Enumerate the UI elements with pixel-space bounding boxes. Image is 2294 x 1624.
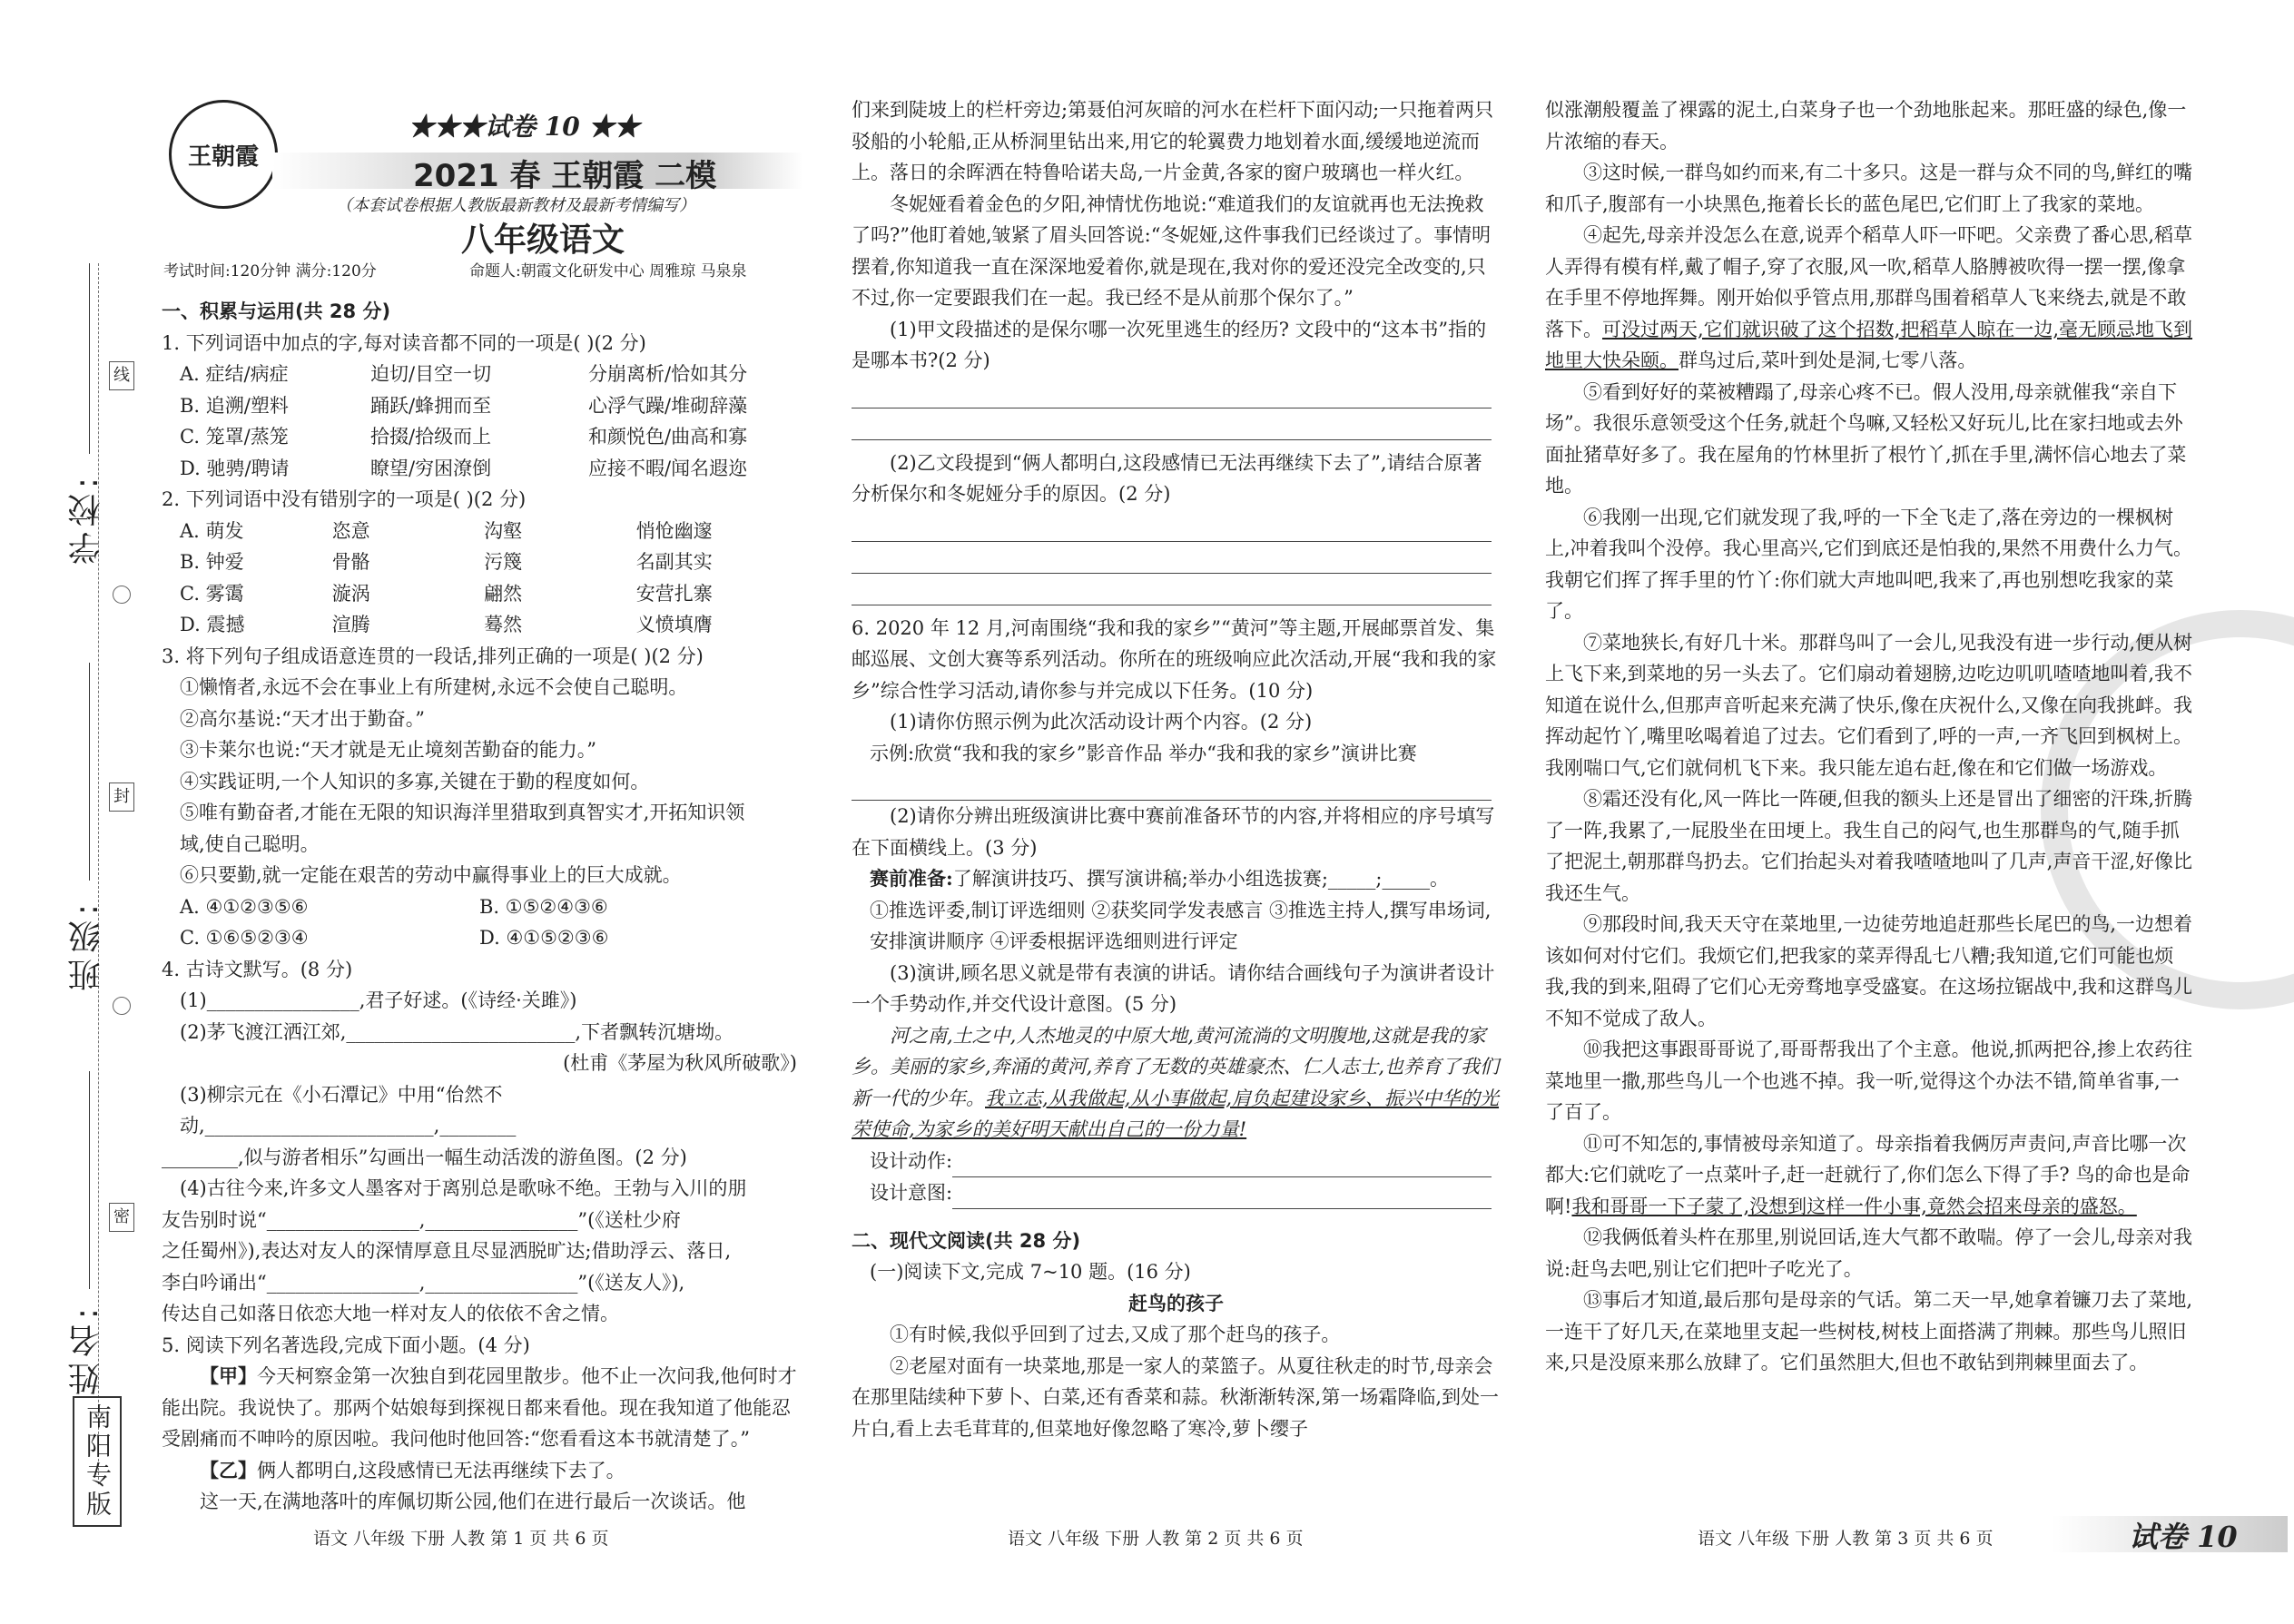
question-3-options-2 bbox=[162, 922, 806, 954]
question-6-1: (1)请你仿照示例为此次活动设计两个内容。(2 分) bbox=[890, 711, 1313, 733]
story-paragraph-4: ④起先,母亲并没怎么在意,说弄个稻草人吓一吓吧。父亲费了番心思,稻草人弄得有模有样,戴了帽子,穿了衣服,风一吹,稻草人胳膊被吹得一摆一摆,像拿在手里不停地挥舞。刚开始似乎管点用,那群鸟围着稻草人飞来绕去,就是不敢落下。可没过两天,它们就识破了这个招数,把稻草人晾在一边,毫无顾忌地飞到地里大快朵颐。群鸟过后,菜叶到处是洞,七零八落。 bbox=[1545, 224, 2193, 371]
option-cell: D. 震撼 bbox=[180, 614, 245, 635]
option-b: B. ①⑤②④③⑥ bbox=[479, 895, 608, 918]
design-intent-input[interactable] bbox=[952, 1177, 1492, 1209]
story-paragraph-2: ②老屋对面有一块菜地,那是一家人的菜篮子。从夏往秋走的时节,母亲会在那里陆续种下萝卜、白菜,还有香菜和蒜。秋渐渐转深,第一场霜降临,到处一片白,看上去毛茸茸的,但菜地好像忽略了寒冷,萝卜缨子 bbox=[852, 1354, 1500, 1440]
option-row bbox=[162, 390, 806, 422]
option-a: A. ④①②③⑤⑥ bbox=[180, 895, 309, 918]
underlined-sentence: 可没过两天,它们就识破了这个招数,把稻草人晾在一边,毫无顾忌地飞到地里大快朵颐。 bbox=[1545, 318, 2193, 371]
seal-mark-seal: 封 bbox=[109, 782, 134, 812]
sentence-item: ④实践证明,一个人知识的多寡,关键在于勤的程度如何。 bbox=[180, 770, 650, 792]
answer-line[interactable] bbox=[852, 574, 1492, 605]
question-3-options-1 bbox=[162, 891, 806, 923]
design-action-input[interactable] bbox=[952, 1146, 1492, 1177]
underlined-sentence: 我立志,从我做起,从小事做起,肩负起建设家乡、振兴中华的光荣使命,为家乡的美好明天献出自己的一份力量! bbox=[852, 1087, 1500, 1140]
class-label: 班级: bbox=[68, 899, 105, 992]
answer-line[interactable] bbox=[852, 377, 1492, 408]
option-cell: 名副其实 bbox=[635, 551, 713, 573]
option-c: C. ①⑥⑤②③④ bbox=[180, 927, 309, 949]
option-cell: 瞭望/穷困潦倒 bbox=[370, 457, 492, 479]
page-footer-3: 语文 八年级 下册 人教 第 3 页 共 6 页 bbox=[1698, 1529, 1994, 1549]
binding-hole-1 bbox=[113, 586, 131, 604]
story-paragraph-10: ⑩我把这事跟哥哥说了,哥哥帮我出了个主意。他说,抓两把谷,掺上农药往菜地里一撒,那些鸟儿一个也逃不掉。我一听,觉得这个办法不错,简单省事,一了百了。 bbox=[1545, 1038, 2193, 1123]
school-field-line bbox=[89, 263, 90, 454]
exam-info: 考试时间:120分钟 满分:120分 bbox=[163, 262, 377, 281]
option-cell: B. 钟爱 bbox=[180, 551, 244, 573]
option-d: D. ④①⑤②③⑥ bbox=[479, 927, 609, 949]
question-5: 5. 阅读下列名著选段,完成下面小题。(4 分) bbox=[162, 1334, 530, 1356]
question-6-2: (2)请你分辨出班级演讲比赛中赛前准备环节的内容,并将相应的序号填写在下面横线上。(3 分) bbox=[852, 805, 1495, 859]
question-5-1: (1)甲文段描述的是保尔哪一次死里逃生的经历? 文段中的“这本书”指的是哪本书?(2 分) bbox=[852, 318, 1487, 371]
edition-badge: 南阳专版 bbox=[73, 1396, 122, 1527]
question-4-2: (2)茅飞渡江洒江郊,________________________,下者飘转沉塘坳。 bbox=[180, 1020, 734, 1043]
option-cell: A. 萌发 bbox=[180, 519, 244, 542]
design-action-label: 设计动作: bbox=[870, 1149, 953, 1172]
option-cell: 迫切/目空一切 bbox=[370, 363, 492, 385]
sentence-item: ⑥只要勤,就一定能在艰苦的劳动中赢得事业上的巨大成就。 bbox=[180, 864, 682, 886]
story-title: 赶鸟的孩子 bbox=[1128, 1292, 1224, 1314]
story-paragraph-11: ⑪可不知怎的,事情被母亲知道了。母亲指着我俩厉声责问,声音比哪一次都大:它们就吃了一点菜叶子,赶一赶就行了,你们怎么下得了手? 鸟的命也是命啊!我和哥哥一下子蒙了,没想到这样一件小事,竟然会招来母亲的盛怒。 bbox=[1545, 1132, 2191, 1217]
option-cell: C. 笼罩/蒸笼 bbox=[180, 426, 289, 448]
option-cell: 渲腾 bbox=[331, 614, 370, 635]
brand-logo: 王朝霞 bbox=[169, 100, 278, 209]
answer-line[interactable] bbox=[852, 769, 1492, 801]
class-field-line bbox=[89, 663, 90, 881]
name-label: 姓名: bbox=[68, 1303, 105, 1396]
column-3 bbox=[1545, 94, 2194, 1379]
question-4-4e: 传达自己如落日依恋大地一样对友人的依依不舍之情。 bbox=[162, 1303, 619, 1324]
passage-yi: 【乙】俩人都明白,这段感情已无法再继续下去了。 bbox=[200, 1458, 625, 1481]
option-cell: 骨骼 bbox=[331, 551, 370, 573]
question-4-3b: ________,似与游者相乐”勾画出一幅生动活泼的游鱼图。(2 分) bbox=[162, 1146, 687, 1168]
sentence-item: ②高尔基说:“天才出于勤奋。” bbox=[180, 707, 426, 730]
exam-subtitle: （本套试卷根据人教版最新教材及最新考情编写） bbox=[336, 196, 695, 215]
design-intent-row bbox=[852, 1177, 1501, 1209]
question-1: 1. 下列词语中加点的字,每对读音都不同的一项是( )(2 分) bbox=[162, 331, 646, 354]
sentence-item: ⑤唯有勤奋者,才能在无限的知识海洋里猎取到真智实才,开拓知识领 bbox=[180, 802, 745, 823]
question-1-options bbox=[162, 359, 806, 484]
story-paragraph-9: ⑨那段时间,我天天守在菜地里,一边徒劳地追赶那些长尾巴的鸟,一边想着该如何对付它们。我烦它们,把我家的菜弄得乱七八糟;我知道,它们可能也烦我,我的到来,阻碍了它们心无旁骛地享受盛宴。在这场拉锯战中,我和这群鸟儿不知不觉成了敌人。 bbox=[1545, 913, 2193, 1029]
option-row bbox=[162, 578, 806, 610]
sentence-item: 域,使自己聪明。 bbox=[180, 832, 320, 855]
exam-title: 2021 春 王朝霞 二模 bbox=[413, 158, 717, 194]
option-cell: D. 驰骋/聘请 bbox=[180, 457, 290, 479]
answer-line[interactable] bbox=[852, 408, 1492, 440]
question-3: 3. 将下列句子组成语意连贯的一段话,排列正确的一项是( )(2 分) bbox=[162, 645, 704, 667]
option-cell: 和颜悦色/曲高和寡 bbox=[588, 426, 748, 448]
option-row bbox=[162, 359, 806, 390]
story-paragraph-7: ⑦菜地狭长,有好几十米。那群鸟叫了一会儿,见我没有进一步行动,便从树上飞下来,到菜地的另一头去了。它们扇动着翅膀,边吃边叽叽喳喳地叫着,我不知道在说什么,但那声音听起来充满了快乐,像在庆祝什么,又像在向我挑衅。我挥动起竹丫,嘴里吆喝着追了过去。它们看到了,呼的一声,一齐飞回到枫树上。我刚喘口气,它们就伺机飞下来。我只能左追右赶,像在和它们做一场游戏。 bbox=[1545, 631, 2193, 779]
passage-jia: 【甲】今天柯察金第一次独自到花园里散步。他不止一次问我,他何时才能出院。我说快了。那两个姑娘每到探视日都来看他。现在我知道了他能忍受剧痛而不呻吟的原因啦。我问他时他回答:“您看看这本书就清楚了。” bbox=[162, 1364, 797, 1450]
section-2-heading: 二、现代文阅读(共 28 分) bbox=[852, 1229, 1081, 1252]
seal-mark-secret: 密 bbox=[109, 1203, 134, 1232]
question-4: 4. 古诗文默写。(8 分) bbox=[162, 958, 353, 980]
underlined-sentence: 我和哥哥一下子蒙了,没想到这样一件小事,竟然会招来母亲的盛怒。 bbox=[1571, 1195, 2137, 1217]
section-1-heading: 一、积累与运用(共 28 分) bbox=[162, 300, 391, 322]
option-row bbox=[162, 421, 806, 453]
column-2 bbox=[852, 94, 1501, 1444]
question-2-options bbox=[162, 516, 806, 641]
option-cell: 翩然 bbox=[484, 582, 523, 605]
option-row bbox=[162, 609, 806, 641]
option-row bbox=[162, 453, 806, 485]
option-cell: 应接不暇/闻名遐迩 bbox=[588, 457, 748, 479]
question-4-4b: 友告别时说“________________,________________”(《送杜少府 bbox=[162, 1208, 681, 1231]
design-action-row bbox=[852, 1146, 1501, 1177]
exam-authors: 命题人:朝霞文化研发中心 周雅琼 马泉泉 bbox=[469, 262, 747, 281]
story-paragraph-1: ①有时候,我似乎回到了过去,又成了那个赶鸟的孩子。 bbox=[890, 1324, 1341, 1345]
sentence-item: ③卡莱尔也说:“天才就是无止境刻苦勤奋的能力。” bbox=[180, 739, 597, 761]
question-4-4d: 李白吟诵出“________________,________________”(《送友人》), bbox=[162, 1271, 685, 1294]
option-cell: 安营扎寨 bbox=[635, 582, 713, 605]
question-6-3: (3)演讲,顾名思义就是带有表演的讲话。请你结合画线句子为演讲者设计一个手势动作,并交代设计意图。(5 分) bbox=[852, 961, 1495, 1015]
story-paragraph-5: ⑤看到好好的菜被糟蹋了,母亲心疼不已。假人没用,母亲就催我“亲自下场”。我很乐意领受这个任务,就赶个鸟嘛,又轻松又好玩儿,比在家扫地或去外面扯猪草好多了。我在屋角的竹林里折了根竹丫,抓在手里,满怀信心地去了菜地。 bbox=[1545, 380, 2187, 497]
passage-yi-dialog: 冬妮娅看着金色的夕阳,神情忧伤地说:“难道我们的友谊就再也无法挽救了吗?”他盯着她,皱紧了眉头回答说:“冬妮娅,这件事我们已经谈过了。事情明摆着,你知道我一直在深深地爱着你,就是现在,我对你的爱还没完全改变的,只不过,你一定要跟我们在一起。我已经不是从前那个保尔了。” bbox=[852, 192, 1492, 309]
story-paragraph-13: ⑬事后才知道,最后那句是母亲的气话。第二天一早,她拿着镰刀去了菜地,一连干了好几天,在菜地里支起一些树枝,树枝上面搭满了荆棘。那些鸟儿照旧来,只是没原来那么放肆了。它们虽然胆大,但也不敢钻到荆棘里面去了。 bbox=[1545, 1289, 2193, 1373]
question-4-1: (1)________________,君子好逑。(《诗经·关雎》) bbox=[180, 989, 577, 1011]
binding-line bbox=[98, 263, 99, 1484]
question-6: 6. 2020 年 12 月,河南围绕“我和我的家乡”“黄河”等主题,开展邮票首发、集邮巡展、文创大赛等系列活动。你所在的班级响应此次活动,开展“我和我的家乡”综合性学习活动,请你参与并完成以下任务。(10 分) bbox=[852, 616, 1497, 702]
speech-text: 河之南,土之中,人杰地灵的中原大地,黄河流淌的文明腹地,这就是我的家乡。美丽的家乡,奔涌的黄河,养育了无数的英雄豪杰、仁人志士,也养育了我们新一代的少年。我立志,从我做起,从小事做起,肩负起建设家乡、振兴中华的光荣使命,为家乡的美好明天献出自己的一份力量! bbox=[852, 1024, 1500, 1140]
option-cell: C. 雾霭 bbox=[180, 582, 244, 605]
question-6-2-options: ①推选评委,制订评选细则 ②获奖同学发表感言 ③推选主持人,撰写串场词,安排演讲顺序 ④评委根据评选细则进行评定 bbox=[870, 899, 1492, 952]
seal-mark-line: 线 bbox=[109, 361, 134, 390]
question-3-sentences bbox=[162, 672, 806, 891]
question-4-4: (4)古往今来,许多文人墨客对于离别总是歌咏不绝。王勃与入川的朋 bbox=[180, 1177, 747, 1199]
question-5-2: (2)乙文段提到“俩人都明白,这段感情已无法再继续下去了”,请结合原著分析保尔和冬妮娅分手的原因。(2 分) bbox=[852, 451, 1482, 505]
question-6-2-prep: 赛前准备:了解演讲技巧、撰写演讲稿;举办小组选拔赛;_____;_____。 bbox=[870, 867, 1449, 890]
question-4-2-source: (杜甫《茅屋为秋风所破歌》) bbox=[563, 1052, 797, 1074]
option-cell: 恣意 bbox=[331, 519, 370, 542]
page-footer-1: 语文 八年级 下册 人教 第 1 页 共 6 页 bbox=[313, 1529, 609, 1549]
question-2: 2. 下列词语中没有错别字的一项是( )(2 分) bbox=[162, 488, 527, 510]
option-cell: 分崩离析/恰如其分 bbox=[588, 363, 748, 385]
question-4-3: (3)柳宗元在《小石潭记》中用“佁然不动,________________________,________ bbox=[180, 1083, 517, 1137]
option-cell: 拾掇/拾级而上 bbox=[370, 426, 492, 448]
grade-subject: 八年级语文 bbox=[461, 221, 625, 259]
question-4-4c: 之任蜀州》),表达对友人的深情厚意且尽显洒脱旷达;借助浮云、落日, bbox=[162, 1240, 732, 1262]
option-cell: 心浮气躁/堆砌辞藻 bbox=[588, 394, 748, 417]
name-field-line bbox=[89, 1071, 90, 1289]
passage-yi-2: 这一天,在满地落叶的库佩切斯公园,他们在进行最后一次谈话。他 bbox=[200, 1491, 746, 1512]
story-paragraph-8: ⑧霜还没有化,风一阵比一阵硬,但我的额头上还是冒出了细密的汗珠,折腾了一阵,我累了,一屁股坐在田埂上。我生自己的闷气,也生那群鸟的气,随手抓了把泥土,朝那群鸟扔去。它们抬起头对着我喳喳地叫了几声,声音干涩,好像比我还生气。 bbox=[1545, 788, 2193, 904]
story-paragraph-12: ⑫我俩低着头杵在那里,别说回话,连大气都不敢喘。停了一会儿,母亲对我说:赶鸟去吧,别让它们把叶子吃光了。 bbox=[1545, 1226, 2193, 1280]
option-cell: 悄怆幽邃 bbox=[635, 519, 713, 542]
exam-badge: ★★★试卷 10 ★★ bbox=[409, 112, 640, 142]
option-cell: 污篾 bbox=[484, 551, 523, 573]
story-paragraph-3: ③这时候,一群鸟如约而来,有二十多只。这是一群与众不同的鸟,鲜红的嘴和爪子,腹部有一小块黑色,拖着长长的蓝色尾巴,它们盯上了我家的菜地。 bbox=[1545, 162, 2193, 215]
binding-hole-2 bbox=[113, 997, 131, 1015]
answer-line[interactable] bbox=[852, 510, 1492, 542]
option-cell: B. 追溯/塑料 bbox=[180, 394, 289, 417]
option-cell: 沟壑 bbox=[484, 519, 523, 542]
corner-exam-label: 试卷 10 bbox=[2129, 1520, 2238, 1554]
design-intent-label: 设计意图: bbox=[870, 1181, 953, 1204]
column-1 bbox=[162, 296, 806, 1518]
question-6-1-example: 示例:欣赏“我和我的家乡”影音作品 举办“我和我的家乡”演讲比赛 bbox=[870, 742, 1417, 764]
story-paragraph-6: ⑥我刚一出现,它们就发现了我,呼的一下全飞走了,落在旁边的一棵枫树上,冲着我叫个没停。我心里高兴,它们到底还是怕我的,果然不用费什么力气。我朝它们挥了挥手里的竹丫:你们就大声地叫吧,我来了,再也别想吃我家的菜了。 bbox=[1545, 506, 2193, 622]
option-cell: 义愤填膺 bbox=[635, 614, 713, 635]
passage-yi-cont: 们来到陡坡上的栏杆旁边;第聂伯河灰暗的河水在栏杆下面闪动;一只拖着两只驳船的小轮船,正从桥洞里钻出来,用它的轮翼费力地划着水面,缓缓地逆流而上。落日的余晖洒在特鲁哈诺夫岛,一片金黄,各家的窗户玻璃也一样火红。 bbox=[852, 99, 1494, 183]
option-cell: 蓦然 bbox=[484, 614, 523, 635]
option-cell: 踊跃/蜂拥而至 bbox=[370, 394, 492, 417]
option-row bbox=[162, 546, 806, 578]
option-cell: 漩涡 bbox=[331, 582, 370, 605]
option-row bbox=[162, 516, 806, 547]
story-paragraph-2-cont: 似涨潮般覆盖了裸露的泥土,白菜身子也一个劲地胀起来。那旺盛的绿色,像一片浓缩的春天。 bbox=[1545, 99, 2187, 153]
answer-line[interactable] bbox=[852, 542, 1492, 574]
school-label: 学校: bbox=[68, 472, 105, 566]
sentence-item: ①懒惰者,永远不会在事业上有所建树,永远不会使自己聪明。 bbox=[180, 676, 688, 698]
page-footer-2: 语文 八年级 下册 人教 第 2 页 共 6 页 bbox=[1008, 1529, 1304, 1549]
option-cell: A. 症结/病症 bbox=[180, 363, 289, 385]
reading-1-instruction: (一)阅读下文,完成 7~10 题。(16 分) bbox=[870, 1261, 1191, 1283]
